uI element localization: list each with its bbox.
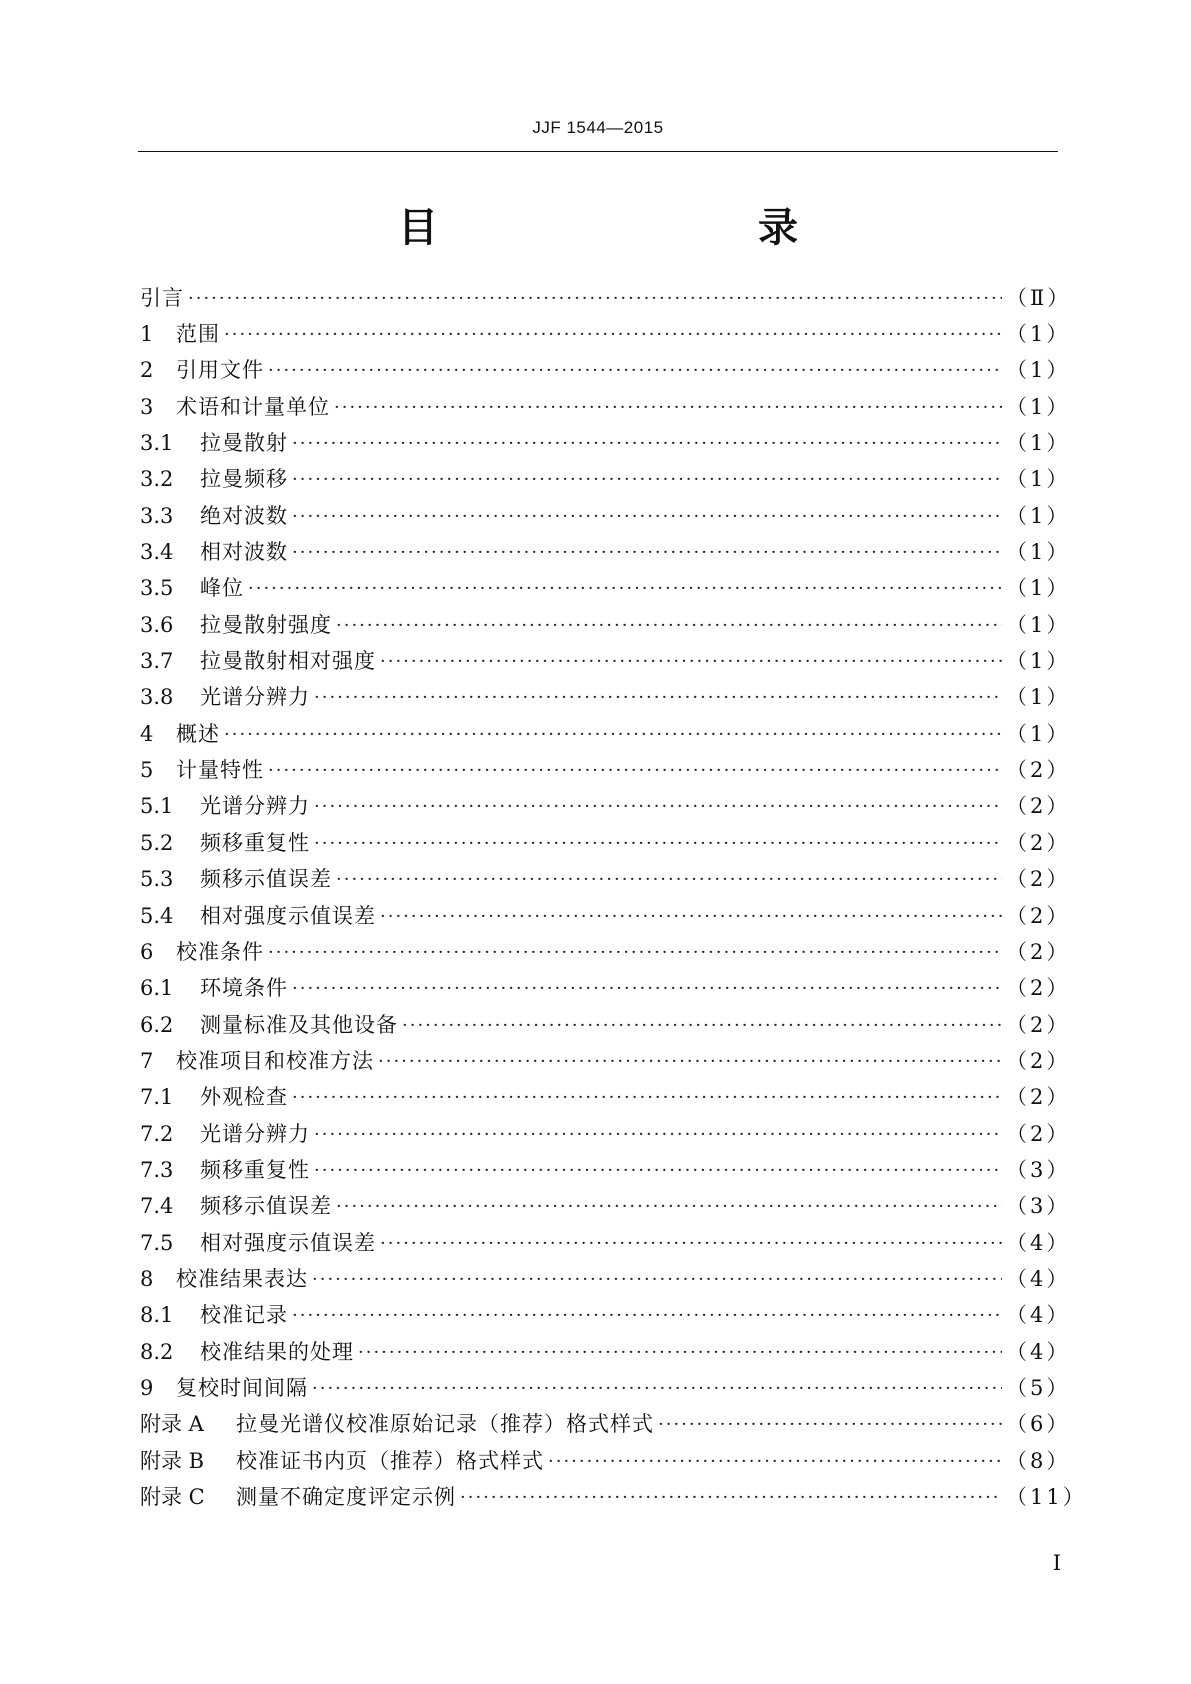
toc-entry-label: 计量特性 bbox=[176, 758, 264, 783]
toc-leader-dots bbox=[248, 578, 1002, 599]
toc-leader-dots bbox=[336, 869, 1002, 890]
toc-entry-page: （1） bbox=[1006, 394, 1071, 419]
toc-entry[interactable] bbox=[140, 316, 1071, 352]
toc-entry[interactable] bbox=[140, 534, 1071, 570]
toc-entry-number: 3.6 bbox=[140, 612, 174, 637]
toc-entry-page: （4） bbox=[1006, 1266, 1071, 1291]
toc-leader-dots bbox=[312, 1378, 1002, 1399]
toc-entry-label: 拉曼频移 bbox=[200, 467, 288, 492]
toc-entry[interactable] bbox=[140, 825, 1071, 861]
toc-leader-dots bbox=[336, 615, 1002, 636]
toc-entry[interactable] bbox=[140, 1479, 1087, 1515]
toc-entry-number: 6 bbox=[140, 939, 154, 964]
toc-entry-label: 绝对波数 bbox=[200, 503, 288, 528]
toc-leader-dots bbox=[292, 433, 1002, 454]
toc-entry-number: 5 bbox=[140, 758, 154, 783]
toc-entry-number: 8.1 bbox=[140, 1303, 174, 1328]
page-number: Ⅰ bbox=[1052, 1551, 1061, 1575]
toc-entry[interactable] bbox=[140, 1261, 1071, 1297]
toc-entry-page: （5） bbox=[1006, 1375, 1071, 1400]
toc-entry[interactable] bbox=[140, 498, 1071, 534]
toc-entry-page: （2） bbox=[1006, 1048, 1071, 1073]
toc-entry[interactable] bbox=[140, 898, 1071, 934]
toc-entry[interactable] bbox=[140, 1116, 1071, 1152]
toc-entry-number: 5.1 bbox=[140, 794, 174, 819]
toc-entry-number: 1 bbox=[140, 322, 154, 347]
toc-entry-page: （1） bbox=[1006, 721, 1071, 746]
toc-entry[interactable] bbox=[140, 716, 1071, 752]
toc-entry-number: 7 bbox=[140, 1048, 154, 1073]
toc-entry-page: （2） bbox=[1006, 1012, 1071, 1037]
toc-leader-dots bbox=[314, 796, 1002, 817]
toc-leader-dots bbox=[224, 724, 1002, 745]
toc-entry[interactable] bbox=[140, 752, 1071, 788]
toc-entry-page: （2） bbox=[1006, 794, 1071, 819]
toc-entry[interactable] bbox=[140, 1043, 1071, 1079]
toc-entry-label: 频移重复性 bbox=[200, 1157, 310, 1182]
toc-entry-number: 7.3 bbox=[140, 1157, 174, 1182]
toc-entry-page: （1） bbox=[1006, 649, 1071, 674]
running-header: JJF 1544—2015 bbox=[532, 118, 664, 137]
toc-entry-label: 校准结果表达 bbox=[176, 1266, 308, 1291]
toc-entry-label: 拉曼光谱仪校准原始记录（推荐）格式样式 bbox=[236, 1412, 654, 1437]
toc-entry-number: 3.5 bbox=[140, 576, 174, 601]
toc-entry-number: 3.7 bbox=[140, 649, 174, 674]
toc-entry-page: （2） bbox=[1006, 867, 1071, 892]
toc-leader-dots bbox=[188, 288, 1002, 309]
toc-entry-page: （4） bbox=[1006, 1339, 1071, 1364]
toc-leader-dots bbox=[268, 760, 1002, 781]
toc-entry[interactable] bbox=[140, 1407, 1071, 1443]
toc-entry-label: 概述 bbox=[176, 721, 220, 746]
toc-entry[interactable] bbox=[140, 462, 1071, 498]
toc-entry-number: 3 bbox=[140, 394, 154, 419]
toc-entry-label: 拉曼散射相对强度 bbox=[200, 649, 376, 674]
toc-entry-number: 7.4 bbox=[140, 1194, 174, 1219]
toc-entry-page: （2） bbox=[1006, 903, 1071, 928]
toc-entry-label: 测量标准及其他设备 bbox=[200, 1012, 398, 1037]
toc-entry[interactable] bbox=[140, 1370, 1071, 1406]
toc-entry-number: 6.1 bbox=[140, 976, 174, 1001]
toc-entry-page: （1） bbox=[1006, 467, 1071, 492]
toc-entry-label: 相对强度示值误差 bbox=[200, 1230, 376, 1255]
toc-entry-label: 峰位 bbox=[200, 576, 244, 601]
toc-entry[interactable] bbox=[140, 643, 1071, 679]
toc-entry-number: 3.1 bbox=[140, 431, 174, 456]
toc-entry[interactable] bbox=[140, 1298, 1071, 1334]
toc-leader-dots bbox=[380, 906, 1002, 927]
toc-entry-label: 拉曼散射强度 bbox=[200, 612, 332, 637]
toc-entry-label: 校准结果的处理 bbox=[200, 1339, 354, 1364]
toc-leader-dots bbox=[224, 324, 1002, 345]
toc-entry-page: （1） bbox=[1006, 576, 1071, 601]
toc-entry-label: 校准记录 bbox=[200, 1303, 288, 1328]
toc-leader-dots bbox=[402, 1015, 1002, 1036]
toc-entry-page: （1） bbox=[1006, 322, 1071, 347]
toc-entry[interactable] bbox=[140, 1152, 1071, 1188]
toc-entry[interactable] bbox=[140, 1007, 1071, 1043]
toc-entry-label: 频移示值误差 bbox=[200, 867, 332, 892]
toc-entry-number: 3.2 bbox=[140, 467, 174, 492]
toc-entry-page: （8） bbox=[1006, 1448, 1071, 1473]
toc-entry-number: 附录 B bbox=[140, 1448, 205, 1473]
toc-leader-dots bbox=[658, 1414, 1002, 1435]
toc-entry-page: （2） bbox=[1006, 1121, 1071, 1146]
toc-entry[interactable] bbox=[140, 571, 1071, 607]
toc-entry-page: （1） bbox=[1006, 358, 1071, 383]
toc-leader-dots bbox=[358, 1342, 1002, 1363]
toc-entry-page: （1） bbox=[1006, 540, 1071, 565]
toc-entry-page: （11） bbox=[1006, 1485, 1087, 1510]
toc-entry-number: 9 bbox=[140, 1375, 154, 1400]
toc-entry-page: （1） bbox=[1006, 685, 1071, 710]
toc-entry-label: 范围 bbox=[176, 322, 220, 347]
toc-entry-page: （1） bbox=[1006, 612, 1071, 637]
toc-leader-dots bbox=[312, 1269, 1002, 1290]
toc-entry[interactable] bbox=[140, 425, 1071, 461]
toc-leader-dots bbox=[336, 1196, 1002, 1217]
toc-entry-label: 术语和计量单位 bbox=[176, 394, 330, 419]
toc-leader-dots bbox=[380, 651, 1002, 672]
toc-leader-dots bbox=[314, 1124, 1002, 1145]
toc-entry-number: 6.2 bbox=[140, 1012, 174, 1037]
toc-entry[interactable] bbox=[140, 1080, 1071, 1116]
toc-leader-dots bbox=[460, 1487, 1002, 1508]
toc-entry-label: 外观检查 bbox=[200, 1085, 288, 1110]
toc-entry-label: 校准证书内页（推荐）格式样式 bbox=[236, 1448, 544, 1473]
toc-entry-label: 引言 bbox=[140, 285, 184, 310]
toc-entry-number: 7.5 bbox=[140, 1230, 174, 1255]
toc-entry-label: 引用文件 bbox=[176, 358, 264, 383]
toc-leader-dots bbox=[268, 360, 1002, 381]
toc-entry-page: （3） bbox=[1006, 1194, 1071, 1219]
header-divider bbox=[138, 151, 1058, 152]
toc-entry-label: 测量不确定度评定示例 bbox=[236, 1485, 456, 1510]
toc-entry-label: 光谱分辨力 bbox=[200, 1121, 310, 1146]
toc-leader-dots bbox=[292, 506, 1002, 527]
toc-leader-dots bbox=[334, 397, 1002, 418]
toc-entry-number: 3.8 bbox=[140, 685, 174, 710]
toc-entry[interactable] bbox=[140, 680, 1071, 716]
toc-entry-label: 校准项目和校准方法 bbox=[176, 1048, 374, 1073]
toc-entry[interactable] bbox=[140, 607, 1071, 643]
toc-entry[interactable] bbox=[140, 934, 1071, 970]
toc-entry-number: 5.2 bbox=[140, 830, 174, 855]
toc-entry-label: 复校时间间隔 bbox=[176, 1375, 308, 1400]
toc-entry[interactable] bbox=[140, 353, 1071, 389]
toc-entry-label: 频移示值误差 bbox=[200, 1194, 332, 1219]
toc-leader-dots bbox=[314, 1160, 1002, 1181]
table-of-contents bbox=[140, 280, 1087, 1516]
toc-entry-label: 相对强度示值误差 bbox=[200, 903, 376, 928]
toc-entry-page: （4） bbox=[1006, 1230, 1071, 1255]
toc-entry-number: 7.2 bbox=[140, 1121, 174, 1146]
toc-entry-label: 光谱分辨力 bbox=[200, 685, 310, 710]
toc-entry-page: （6） bbox=[1006, 1412, 1071, 1437]
toc-leader-dots bbox=[292, 978, 1002, 999]
toc-entry-number: 8 bbox=[140, 1266, 154, 1291]
toc-leader-dots bbox=[292, 542, 1002, 563]
toc-entry-page: （3） bbox=[1006, 1157, 1071, 1182]
toc-leader-dots bbox=[292, 1087, 1002, 1108]
toc-entry-page: （1） bbox=[1006, 503, 1071, 528]
toc-leader-dots bbox=[314, 833, 1002, 854]
toc-leader-dots bbox=[292, 469, 1002, 490]
toc-leader-dots bbox=[314, 687, 1002, 708]
toc-entry-number: 3.4 bbox=[140, 540, 174, 565]
toc-entry-label: 频移重复性 bbox=[200, 830, 310, 855]
toc-leader-dots bbox=[378, 1051, 1002, 1072]
toc-entry[interactable] bbox=[140, 789, 1071, 825]
toc-entry[interactable] bbox=[140, 280, 1072, 316]
toc-entry-page: （2） bbox=[1006, 1085, 1071, 1110]
toc-leader-dots bbox=[380, 1233, 1002, 1254]
toc-entry-label: 拉曼散射 bbox=[200, 431, 288, 456]
toc-entry-page: （4） bbox=[1006, 1303, 1071, 1328]
toc-entry-page: （2） bbox=[1006, 939, 1071, 964]
toc-entry[interactable] bbox=[140, 1443, 1071, 1479]
toc-entry-page: （2） bbox=[1006, 976, 1071, 1001]
toc-entry-page: （Ⅱ） bbox=[1006, 285, 1072, 310]
toc-leader-dots bbox=[548, 1451, 1002, 1472]
toc-entry[interactable] bbox=[140, 389, 1071, 425]
page-title: 目 录 bbox=[398, 205, 878, 251]
toc-entry-number: 附录 C bbox=[140, 1485, 205, 1510]
toc-entry[interactable] bbox=[140, 1189, 1071, 1225]
toc-entry-number: 5.3 bbox=[140, 867, 174, 892]
toc-entry-label: 相对波数 bbox=[200, 540, 288, 565]
toc-entry-page: （2） bbox=[1006, 830, 1071, 855]
toc-entry-number: 附录 A bbox=[140, 1412, 204, 1437]
toc-entry-number: 3.3 bbox=[140, 503, 174, 528]
toc-entry-number: 5.4 bbox=[140, 903, 174, 928]
toc-entry[interactable] bbox=[140, 971, 1071, 1007]
toc-entry-label: 光谱分辨力 bbox=[200, 794, 310, 819]
toc-entry[interactable] bbox=[140, 1225, 1071, 1261]
toc-entry-page: （1） bbox=[1006, 431, 1071, 456]
toc-leader-dots bbox=[292, 1305, 1002, 1326]
toc-entry-number: 2 bbox=[140, 358, 154, 383]
toc-entry[interactable] bbox=[140, 1334, 1071, 1370]
toc-entry-number: 8.2 bbox=[140, 1339, 174, 1364]
toc-entry-number: 7.1 bbox=[140, 1085, 174, 1110]
toc-entry[interactable] bbox=[140, 862, 1071, 898]
toc-leader-dots bbox=[268, 942, 1002, 963]
toc-entry-page: （2） bbox=[1006, 758, 1071, 783]
toc-entry-label: 环境条件 bbox=[200, 976, 288, 1001]
toc-entry-label: 校准条件 bbox=[176, 939, 264, 964]
toc-entry-number: 4 bbox=[140, 721, 154, 746]
